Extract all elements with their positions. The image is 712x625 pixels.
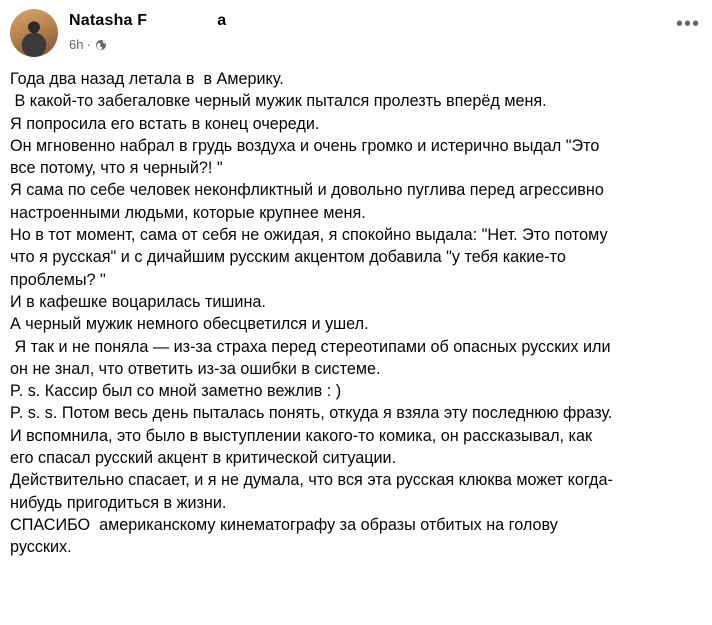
post-text-line: СПАСИБО американскому кинематографу за образы отбитых на голову — [10, 515, 558, 534]
avatar[interactable] — [10, 9, 58, 57]
post-text-line: Он мгновенно набрал в грудь воздуха и очень громко и истерично выдал "Это — [10, 136, 600, 155]
post-text — [10, 68, 704, 559]
post-text-line: Действительно спасает, и я не думала, что вся эта русская клюква может когда- — [10, 471, 613, 490]
post-text-line: А черный мужик немного обесцветился и ушел. — [10, 315, 369, 334]
post-text-line: нибудь пригодиться в жизни. — [10, 493, 227, 512]
meta-separator: · — [86, 37, 91, 52]
post-text-line: И вспомнила, это было в выступлении какого-то комика, он рассказывал, как — [10, 426, 593, 445]
post-text-line: P. s. Кассир был со мной заметно вежлив : ) — [10, 382, 342, 401]
post-text-line: Я сама по себе человек неконфликтный и довольно пуглива перед агрессивно — [10, 181, 604, 200]
post-time[interactable]: 6h — [69, 37, 84, 52]
post-text-line: проблемы? " — [10, 270, 106, 289]
post-text-line: Года два назад летала в в Америку. — [10, 70, 284, 88]
post-text-line: P. s. s. Потом весь день пыталась понять, откуда я взяла эту последнюю фразу. — [10, 404, 613, 423]
post-text-line: Я попросила его встать в конец очереди. — [10, 114, 320, 133]
post-text-line: его спасал русский акцент в критической ситуации. — [10, 449, 397, 468]
globe-icon[interactable] — [95, 39, 107, 51]
post-text-line: он не знал, что ответить из-за ошибки в системе. — [10, 359, 381, 378]
more-options-button[interactable] — [676, 14, 700, 34]
post-meta — [69, 37, 107, 52]
post-text-line: русских. — [10, 538, 72, 557]
more-options-icon[interactable]: ••• — [675, 13, 700, 35]
post-text-line: настроенными людьми, которые крупнее меня. — [10, 203, 366, 222]
post-text-line: Но в тот момент, сама от себя не ожидая, я спокойно выдала: "Нет. Это потому — [10, 226, 608, 245]
post-text-line: все потому, что я черный?! " — [10, 159, 223, 178]
post-text-line: И в кафешке воцарилась тишина. — [10, 292, 266, 311]
post-header — [0, 0, 712, 66]
author-name-suffix[interactable]: a — [217, 12, 227, 29]
post-text-line: что я русская" и с дичайшим русским акцентом добавила "у тебя какие-то — [10, 248, 566, 267]
post-text-line: Я так и не поняла — из-за страха перед стереотипами об опасных русских или — [10, 337, 611, 356]
author-name[interactable] — [69, 12, 226, 30]
author-name-visible[interactable]: Natasha F — [69, 12, 148, 29]
post-text-line: В какой-то забегаловке черный мужик пытался пролезть вперёд меня. — [10, 92, 547, 111]
